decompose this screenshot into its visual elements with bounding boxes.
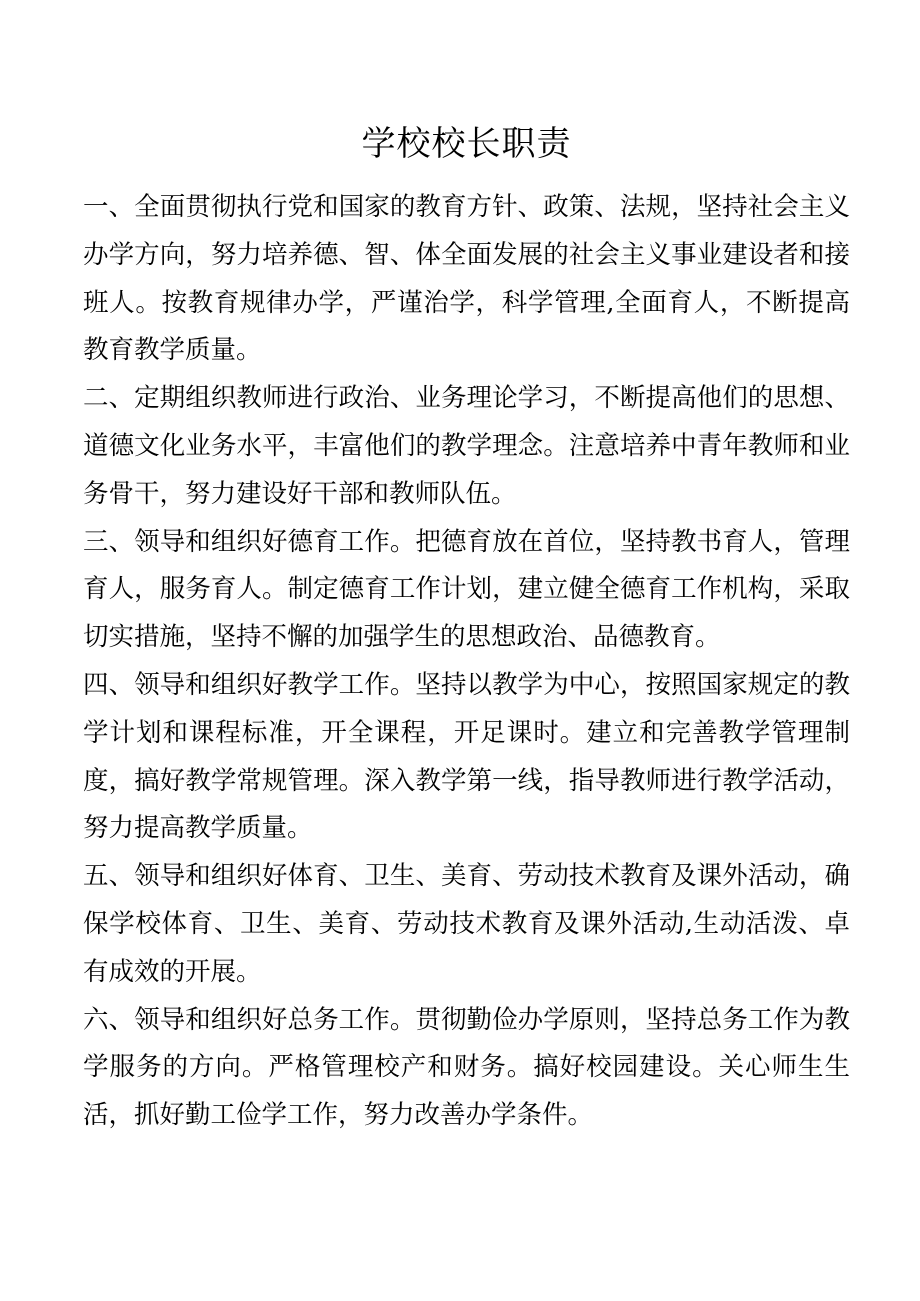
paragraph-5: 五、领导和组织好体育、卫生、美育、劳动技术教育及课外活动，确保学校体育、卫生、美育、劳动技术教育及课外活动,生动活泼、卓有成效的开展。 [83,861,850,987]
paragraph-4: 四、领导和组织好教学工作。坚持以教学为中心，按照国家规定的教学计划和课程标准，开全课程，开足课时。建立和完善教学管理制度，搞好教学常规管理。深入教学第一线，指导教师进行教学活动，努力提高教学质量。 [83,669,850,844]
paragraph-1: 一、全面贯彻执行党和国家的教育方针、政策、法规，坚持社会主义办学方向，努力培养德、智、体全面发展的社会主义事业建设者和接班人。按教育规律办学，严谨治学，科学管理,全面育人，不断提高教育教学质量。 [83,192,850,366]
paragraph-6: 六、领导和组织好总务工作。贯彻勤俭办学原则，坚持总务工作为教学服务的方向。严格管理校产和财务。搞好校园建设。关心师生生活，抓好勤工俭学工作，努力改善办学条件。 [83,1004,850,1131]
document-title: 学校校长职责 [361,124,572,164]
paragraph-3: 三、领导和组织好德育工作。把德育放在首位，坚持教书育人，管理育人，服务育人。制定德育工作计划，建立健全德育工作机构，采取切实措施，坚持不懈的加强学生的思想政治、品德教育。 [83,526,850,653]
paragraph-2: 二、定期组织教师进行政治、业务理论学习，不断提高他们的思想、道德文化业务水平，丰富他们的教学理念。注意培养中青年教师和业务骨干，努力建设好干部和教师队伍。 [83,383,850,509]
